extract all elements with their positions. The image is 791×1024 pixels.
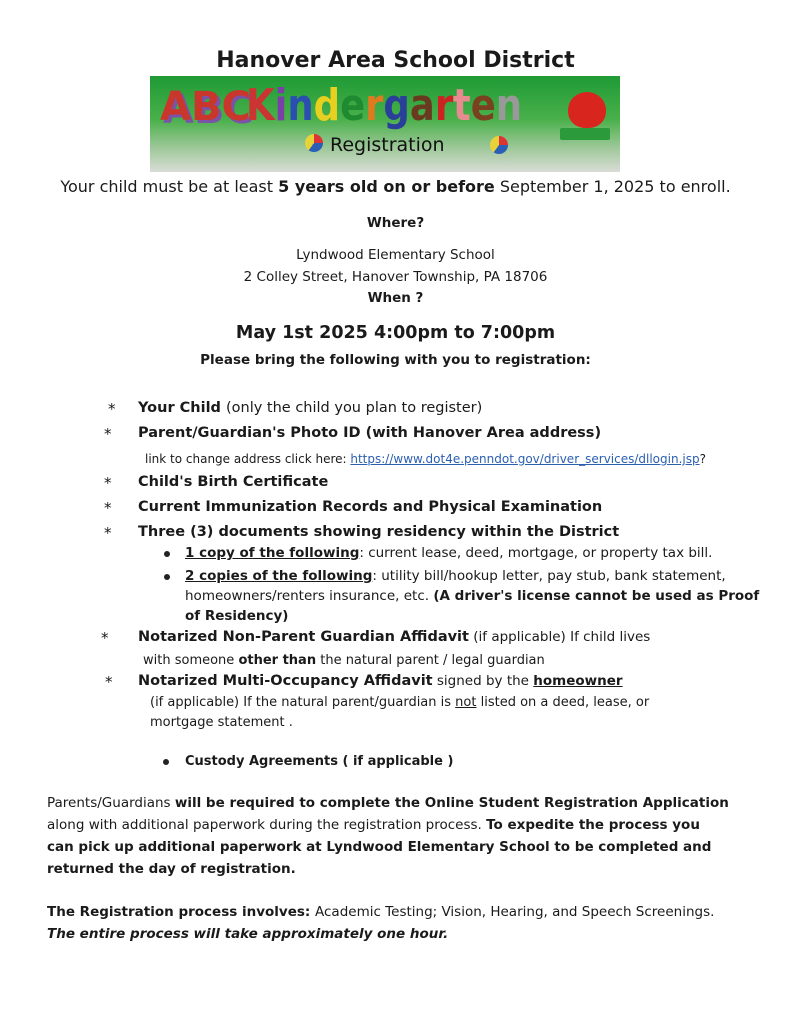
multi-occupancy-cont: (if applicable) If the natural parent/guardian is not listed on a deed, lease, or (150, 695, 650, 710)
residency-option-2-cont: of Residency) (185, 608, 289, 624)
item-birth-certificate: Child's Birth Certificate (138, 474, 329, 490)
item-photo-id: Parent/Guardian's Photo ID (with Hanover Area address) (138, 425, 602, 441)
asterisk: * (101, 629, 109, 647)
abc-blocks-icon: ABC (160, 84, 251, 130)
school-name: Lyndwood Elementary School (296, 247, 495, 263)
multi-occupancy-cont: mortgage statement . (150, 715, 293, 730)
paragraph-line: returned the day of registration. (47, 861, 296, 877)
residency-option-1: 1 copy of the following: current lease, deed, mortgage, or property tax bill. (185, 545, 713, 561)
where-label: Where? (366, 215, 425, 231)
paragraph-line: Parents/Guardians will be required to complete the Online Student Registration Application (47, 795, 729, 811)
asterisk: * (104, 474, 112, 492)
paragraph-line: along with additional paperwork during the registration process. To expedite the process you (47, 817, 700, 833)
residency-option-2: 2 copies of the following: utility bill/hookup letter, pay stub, bank statement, (185, 568, 726, 584)
item-residency: Three (3) documents showing residency within the District (138, 524, 620, 540)
ball-icon (305, 134, 323, 152)
asterisk: * (104, 524, 112, 542)
apple-icon (568, 92, 606, 128)
bring-heading: Please bring the following with you to registration: (200, 352, 591, 368)
bullet (164, 574, 170, 580)
school-address: 2 Colley Street, Hanover Township, PA 18706 (243, 269, 548, 285)
bullet (164, 551, 170, 557)
banner-subtitle: Registration (330, 134, 445, 156)
process-duration: The entire process will take approximately one hour. (47, 926, 449, 942)
item-child: Your Child (only the child you plan to register) (138, 400, 483, 416)
banner-word: Kindergarten (246, 80, 523, 131)
event-datetime: May 1st 2025 4:00pm to 7:00pm (235, 323, 556, 343)
crayon-icon (560, 128, 610, 140)
asterisk: * (104, 425, 112, 443)
address-link-line: link to change address click here: https://www.dot4e.penndot.gov/driver_services/dllogin.jsp? (145, 452, 706, 466)
bullet (163, 759, 169, 765)
item-multi-occupancy-affidavit: Notarized Multi-Occupancy Affidavit signed by the homeowner (138, 673, 623, 689)
item-nonparent-affidavit: Notarized Non-Parent Guardian Affidavit (if applicable) If child lives (138, 629, 651, 645)
item-custody: Custody Agreements ( if applicable ) (185, 754, 454, 769)
ball-icon (490, 136, 508, 154)
asterisk: * (104, 499, 112, 517)
eligibility-line: Your child must be at least 5 years old on or before September 1, 2025 to enroll. (60, 177, 731, 196)
process-line: The Registration process involves: Academic Testing; Vision, Hearing, and Speech Screenings. (47, 904, 715, 920)
asterisk: * (108, 400, 116, 418)
item-immunization: Current Immunization Records and Physical Examination (138, 499, 603, 515)
paragraph-line: can pick up additional paperwork at Lyndwood Elementary School to be completed and (47, 839, 712, 855)
nonparent-affidavit-cont: with someone other than the natural parent / legal guardian (143, 653, 545, 668)
page-title: Hanover Area School District (216, 48, 575, 73)
when-label: When ? (367, 290, 424, 306)
kindergarten-banner (150, 76, 620, 172)
penndot-link[interactable]: https://www.dot4e.penndot.gov/driver_services/dllogin.jsp (350, 452, 700, 466)
asterisk: * (105, 673, 113, 691)
residency-option-2-cont: homeowners/renters insurance, etc. (A driver's license cannot be used as Proof (185, 588, 760, 604)
